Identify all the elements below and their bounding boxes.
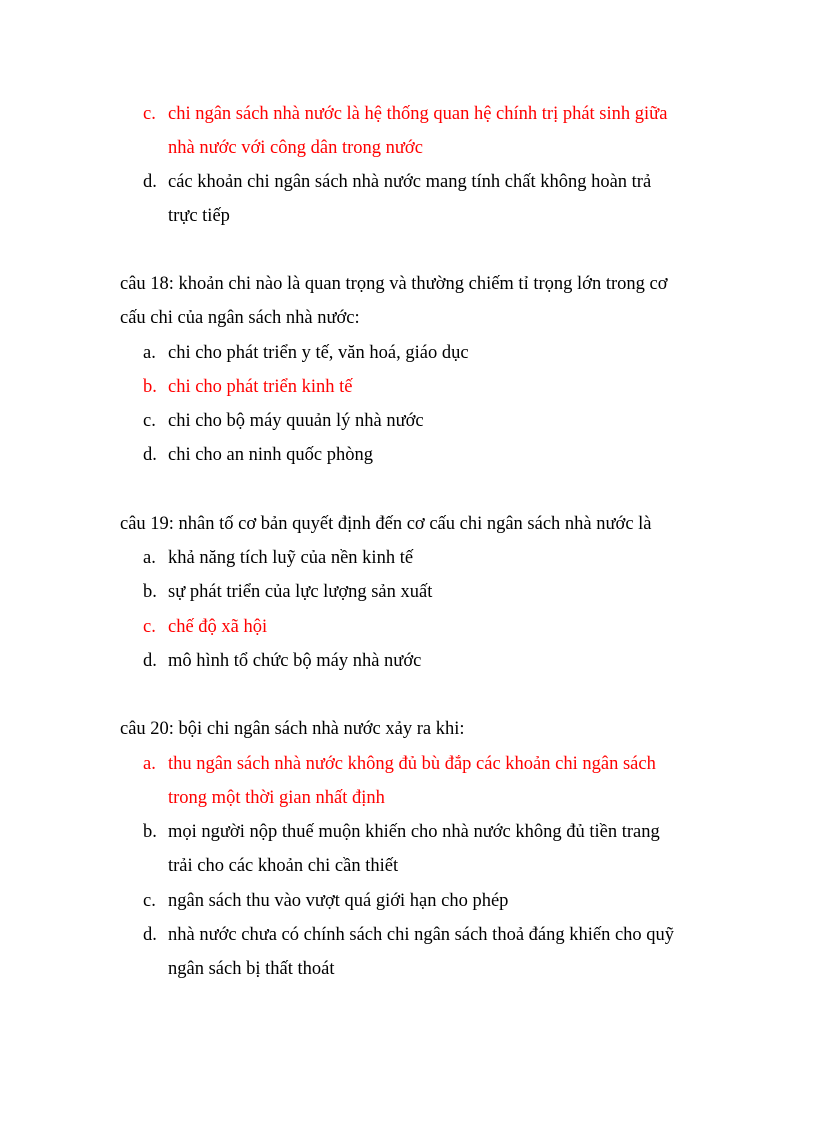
option-letter: b. xyxy=(143,377,157,397)
question-18-line2: cấu chi của ngân sách nhà nước: xyxy=(120,308,360,328)
option-text-line2: trong một thời gian nhất định xyxy=(168,788,385,808)
option-text-line1: ngân sách thu vào vượt quá giới hạn cho phép xyxy=(168,891,509,911)
option-text-line2: trực tiếp xyxy=(168,206,230,226)
q18-option-c xyxy=(143,404,703,438)
option-text-line1: nhà nước chưa có chính sách chi ngân sách thoả đáng khiến cho quỹ xyxy=(168,925,675,945)
option-text: sự phát triển của lực lượng sản xuất xyxy=(168,582,433,602)
option-letter: d. xyxy=(143,925,157,945)
option-letter: b. xyxy=(143,582,157,602)
question-18-line1: câu 18: khoản chi nào là quan trọng và thường chiếm tỉ trọng lớn trong cơ xyxy=(120,274,668,294)
q20-option-c xyxy=(143,884,703,918)
q20-option-a xyxy=(143,747,703,815)
option-text: chi cho an ninh quốc phòng xyxy=(168,445,373,465)
prev-option-d xyxy=(143,165,703,233)
q19-option-c xyxy=(143,610,703,644)
option-letter: c. xyxy=(143,617,156,637)
prev-option-c xyxy=(143,97,703,165)
option-text: chi cho phát triển y tế, văn hoá, giáo dục xyxy=(168,343,469,363)
option-text: chế độ xã hội xyxy=(168,617,268,637)
option-text-line1: chi ngân sách nhà nước là hệ thống quan hệ chính trị phát sinh giữa xyxy=(168,104,668,124)
option-letter: a. xyxy=(143,754,156,774)
question-19-line1: câu 19: nhân tố cơ bản quyết định đến cơ cấu chi ngân sách nhà nước là xyxy=(120,514,652,534)
option-letter: b. xyxy=(143,822,157,842)
q18-option-a xyxy=(143,336,703,370)
option-text: mô hình tổ chức bộ máy nhà nước xyxy=(168,651,422,671)
q18-option-d xyxy=(143,438,703,472)
option-text-line2: trải cho các khoản chi cần thiết xyxy=(168,856,399,876)
option-text-line2: ngân sách bị thất thoát xyxy=(168,959,335,979)
option-text: chi cho bộ máy quuản lý nhà nước xyxy=(168,411,424,431)
q19-option-b xyxy=(143,575,703,609)
option-letter: d. xyxy=(143,651,157,671)
option-letter: c. xyxy=(143,104,156,124)
option-text-line1: các khoản chi ngân sách nhà nước mang tính chất không hoàn trả xyxy=(168,172,652,192)
q18-option-b xyxy=(143,370,703,404)
q19-option-a xyxy=(143,541,703,575)
option-letter: c. xyxy=(143,891,156,911)
option-text-line1: thu ngân sách nhà nước không đủ bù đắp các khoản chi ngân sách xyxy=(168,754,656,774)
option-letter: c. xyxy=(143,411,156,431)
q19-option-d xyxy=(143,644,703,678)
option-letter: d. xyxy=(143,172,157,192)
option-letter: d. xyxy=(143,445,157,465)
option-text: khả năng tích luỹ của nền kinh tế xyxy=(168,548,414,568)
q20-option-d xyxy=(143,918,703,986)
q20-option-b xyxy=(143,815,703,883)
option-text-line2: nhà nước với công dân trong nước xyxy=(168,138,423,158)
option-text: chi cho phát triển kinh tế xyxy=(168,377,353,397)
option-text-line1: mọi người nộp thuế muộn khiến cho nhà nước không đủ tiền trang xyxy=(168,822,660,842)
option-letter: a. xyxy=(143,548,156,568)
option-letter: a. xyxy=(143,343,156,363)
question-20-line1: câu 20: bội chi ngân sách nhà nước xảy ra khi: xyxy=(120,719,465,739)
